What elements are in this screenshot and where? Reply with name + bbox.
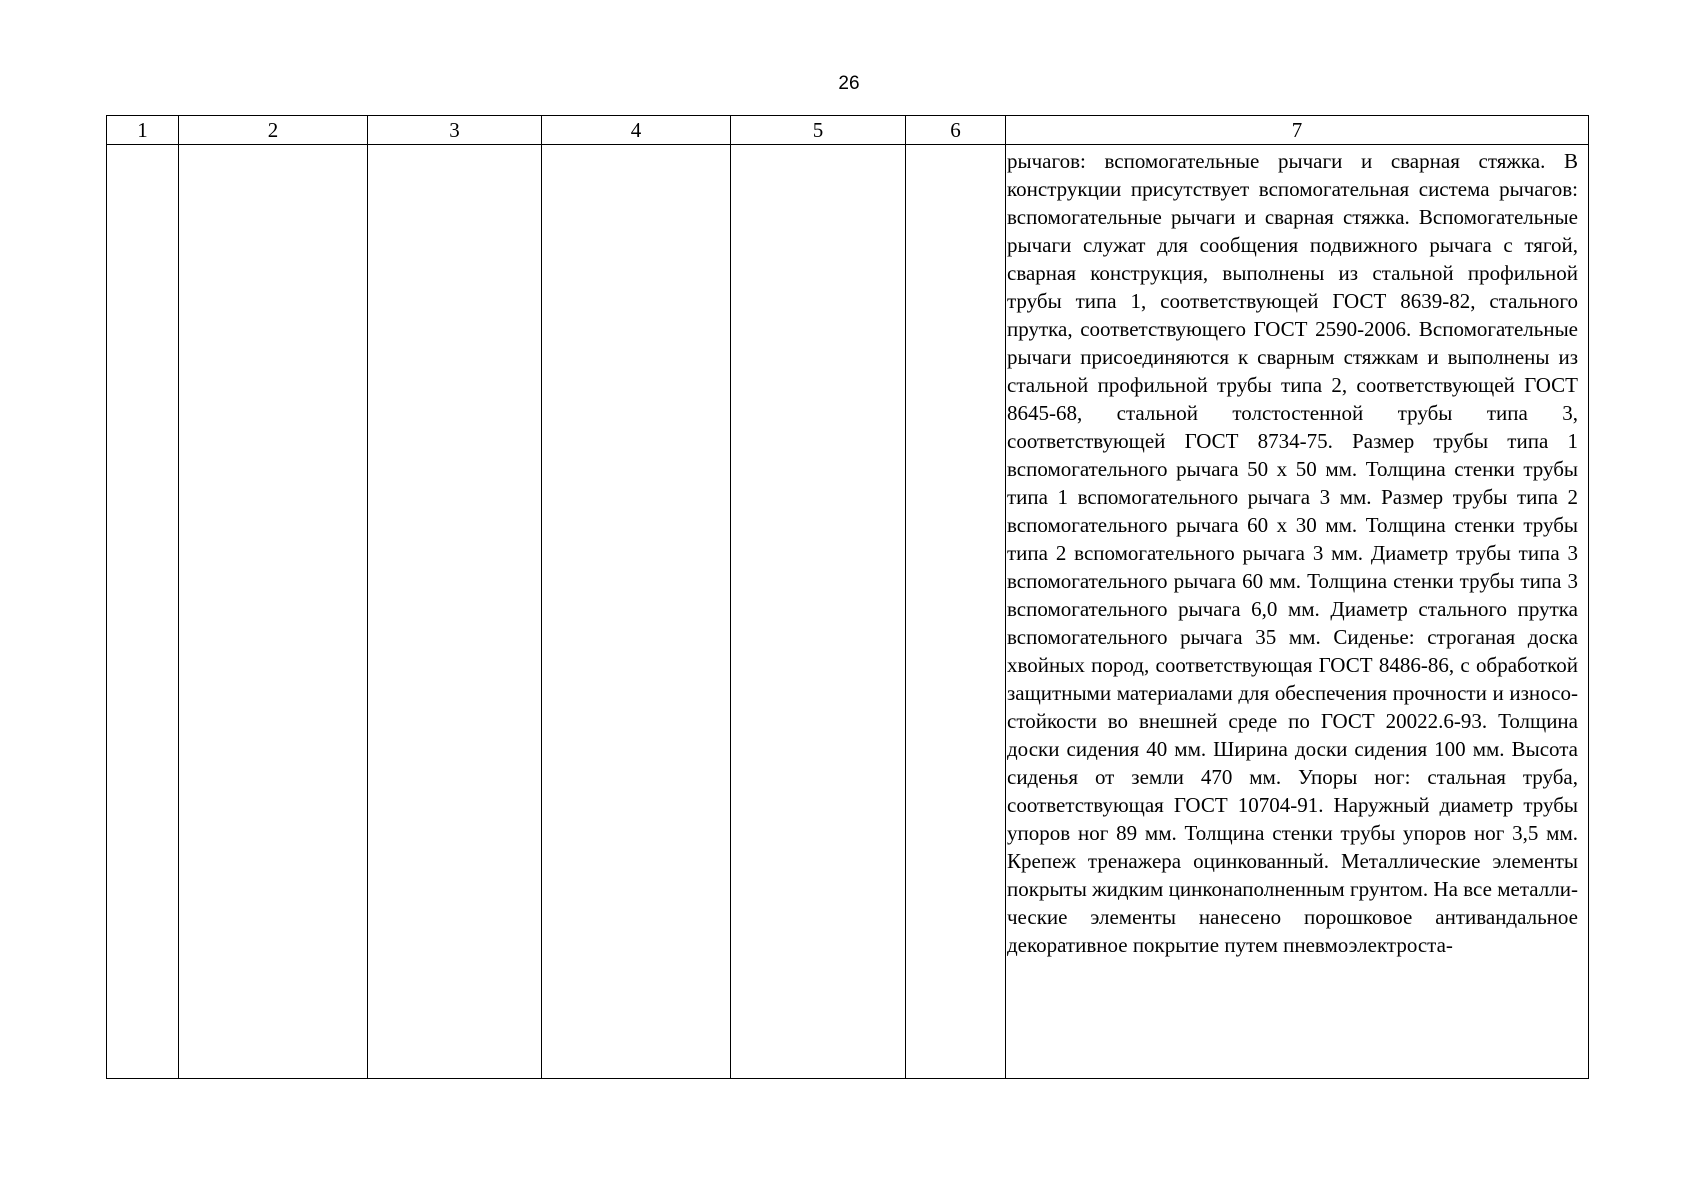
cell-col-4 bbox=[542, 145, 731, 1079]
header-col-5: 5 bbox=[731, 116, 906, 145]
header-col-1: 1 bbox=[107, 116, 179, 145]
page-number: 26 bbox=[838, 73, 860, 94]
cell-col-3 bbox=[368, 145, 542, 1079]
header-col-4: 4 bbox=[542, 116, 731, 145]
header-col-2: 2 bbox=[179, 116, 368, 145]
cell-col-6 bbox=[906, 145, 1006, 1079]
header-col-7: 7 bbox=[1006, 116, 1589, 145]
cell-col-1 bbox=[107, 145, 179, 1079]
cell-col-5 bbox=[731, 145, 906, 1079]
table-row bbox=[107, 145, 1589, 1079]
header-col-3: 3 bbox=[368, 116, 542, 145]
cell-col-7-description: рычагов: вспомогательные рычаги и сварная стяжка. В конструкции присутствует вспомогательная система рычагов: вспомогательные рычаги и сварная стяжка. Вспомогательные рычаги служат для сообщения подвижного рычага с тягой, сварная конструкция, выполнены из стальной профильной трубы типа 1, соответствующей ГОСТ 8639-82, стального прутка, соответствующего ГОСТ 2590-2006. Вспомогательные рычаги присоединяются к сварным стяжкам и выполнены из стальной профильной трубы типа 2, соответствующей ГОСТ 8645-68, стальной толстостенной трубы типа 3, соответствующей ГОСТ 8734-75. Размер трубы типа 1 вспомогательного рычага 50 х 50 мм. Толщина стенки трубы типа 1 вспомогательного рычага 3 мм. Размер трубы типа 2 вспомогательного рычага 60 х 30 мм. Толщина стенки трубы типа 2 вспомогательного рычага 3 мм. Диаметр трубы типа 3 вспомогательного рычага 60 мм. Толщина стенки трубы типа 3 вспомогательного рычага 6,0 мм. Диаметр стального прутка вспомогательного рычага 35 мм. Сиденье: строганая доска хвойных пород, соответствующая ГОСТ 8486-86, с обработкой защитными материалами для обеспечения прочности и износостойкости во внешней среде по ГОСТ 20022.6-93. Толщина доски сидения 40 мм. Ширина доски сидения 100 мм. Высота сиденья от земли 470 мм. Упоры ног: стальная труба, соответствующая ГОСТ 10704-91. Наружный диаметр трубы упоров ног 89 мм. Толщина стенки трубы упоров ног 3,5 мм. Крепеж тренажера оцинкованный. Металлические элементы покрыты жидким цинконаполненным грунтом. На все металлические элементы нанесено порошковое антивандальное декоративное покрытие путем пневмоэлектроста- bbox=[1006, 145, 1589, 1079]
header-row bbox=[107, 116, 1589, 145]
cell-col-2 bbox=[179, 145, 368, 1079]
header-col-6: 6 bbox=[906, 116, 1006, 145]
specification-table bbox=[106, 115, 1589, 1079]
